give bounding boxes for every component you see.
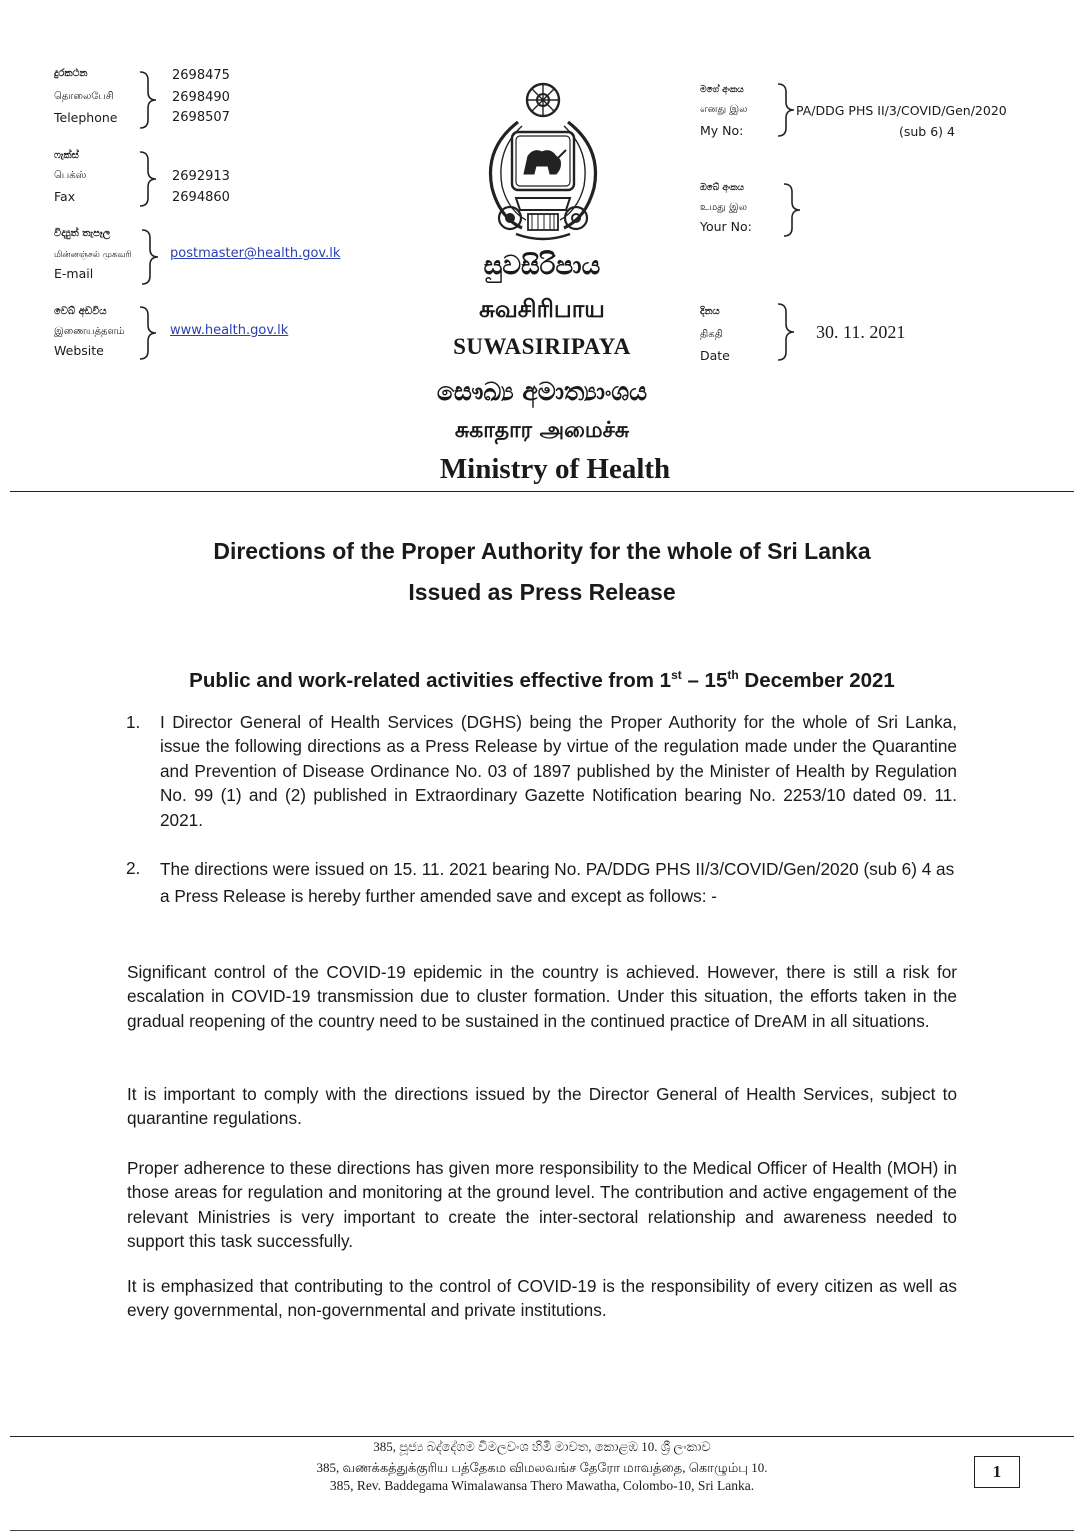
paragraph-2: It is important to comply with the directions issued by the Director General of Health Services, subject to quarantine regulations. xyxy=(127,1084,957,1129)
telephone-number-1: 2698475 xyxy=(172,68,230,83)
email-link[interactable]: postmaster@health.gov.lk xyxy=(170,246,341,261)
website-link[interactable]: www.health.gov.lk xyxy=(170,323,289,338)
your-no-label-en: Your No: xyxy=(700,219,752,234)
ministry-english: Ministry of Health xyxy=(439,453,671,485)
document-subtitle xyxy=(0,660,1084,696)
date-label-si: දිනය xyxy=(700,306,720,317)
website-label-ta: இணையத்தளம் xyxy=(54,326,125,337)
your-no-label-ta: உமது இல xyxy=(700,202,747,213)
page-number: 1 xyxy=(974,1456,1020,1488)
footer-address-ta: 385, வணக்கத்துக்குரிய பத்தேகம விமலவங்ச தேரோ மாவத்தை, கொழும்பு 10. xyxy=(316,1460,768,1475)
email-label-ta: மின்னஞ்சல் முகவரி xyxy=(54,250,132,260)
suwasiripaya-english: SUWASIRIPAYA xyxy=(453,334,631,359)
subtitle-text: Public and work-related activities effective from 1 xyxy=(189,668,672,692)
footer-divider xyxy=(10,1436,1074,1437)
page-bottom-rule xyxy=(10,1530,1074,1531)
website-label-en: Website xyxy=(54,343,104,358)
fax-label-en: Fax xyxy=(54,189,76,204)
your-no-label-si: ඔබේ අංකය xyxy=(700,183,744,193)
my-no-value: PA/DDG PHS II/3/COVID/Gen/2020 xyxy=(796,103,1007,118)
telephone-number-2: 2698490 xyxy=(172,90,230,105)
telephone-brace xyxy=(136,70,158,130)
my-no-value-sub: (sub 6) 4 xyxy=(899,124,955,139)
ministry-tamil: சுகாதார அமைச்சு xyxy=(454,418,630,443)
footer-address-si: 385, පූජ්‍ය බද්දේගම විමලවංශ හිමි මාවත, කොළඹ 10. ශ්‍රී ලංකාව xyxy=(373,1439,711,1454)
item-text-2: The directions were issued on 15. 11. 2021 bearing No. PA/DDG PHS II/3/COVID/Gen/2020 (sub 6) 4 as a Press Release is hereby further amended save and except as follows: - xyxy=(160,859,955,906)
website-label-si: වෙබ් අඩවිය xyxy=(54,306,107,317)
paragraph-1: Significant control of the COVID-19 epidemic in the country is achieved. However, there is still a risk for escalation in COVID-19 transmission due to cluster formation. Under this situation, the efforts taken in the gradual reopening of the country need to be sustained in the continued practice of DreAM in all situations. xyxy=(127,962,957,1031)
suwasiripaya-tamil: சுவசிரிபாய xyxy=(479,295,605,323)
fax-label-ta: பெக்ஸ் xyxy=(54,170,87,181)
date-label-ta: திகதி xyxy=(700,329,723,340)
paragraph-4: It is emphasized that contributing to the control of COVID-19 is the responsibility of every citizen as well as every governmental, non-governmental and private institutions. xyxy=(127,1276,957,1321)
date-value: 30. 11. 2021 xyxy=(816,322,906,342)
ministry-sinhala: සෞඛ්‍ය අමාත්‍යාංශය xyxy=(436,377,648,406)
subtitle-text-mid: – 15 xyxy=(681,668,728,692)
my-no-label-en: My No: xyxy=(700,123,744,138)
paragraph-3: Proper adherence to these directions has given more responsibility to the Medical Officer of Health (MOH) in those areas for regulation and monitoring at the ground level. The contribution and active engagement of the relevant Ministries is very important to create the inter-sectoral relationship and awareness needed to support this task successfully. xyxy=(127,1158,957,1252)
email-label-si: විද්‍යුත් තැපෑල xyxy=(54,228,111,239)
document-title-line-2: Issued as Press Release xyxy=(408,579,676,605)
item-number-1: 1. xyxy=(126,712,141,732)
date-label-en: Date xyxy=(700,348,730,363)
my-no-label-ta: எனது இல xyxy=(700,104,748,115)
my-no-label-si: මගේ අංකය xyxy=(700,85,744,95)
telephone-label-si: දුරකථන xyxy=(54,68,88,79)
fax-number-2: 2694860 xyxy=(172,190,230,205)
fax-number-1: 2692913 xyxy=(172,169,230,184)
date-brace xyxy=(774,302,798,362)
suwasiripaya-sinhala: සුවසිරිපාය xyxy=(483,251,601,281)
my-no-brace xyxy=(774,82,796,138)
subtitle-sup-st: st xyxy=(671,668,682,682)
footer-address-en: 385, Rev. Baddegama Wimalawansa Thero Mawatha, Colombo-10, Sri Lanka. xyxy=(329,1478,755,1493)
item-text-1: I Director General of Health Services (DGHS) being the Proper Authority for the whole of Sri Lanka, issue the following directions as a Press Release by virtue of the regulation made under the Quarantine and Prevention of Disease Ordinance No. 03 of 1897 published by the Minister of Health by Regulation No. 99 (1) and (2) published in Extraordinary Gazette Notification bearing No. 2253/10 dated 09. 11. 2021. xyxy=(160,712,957,830)
fax-brace xyxy=(136,150,158,208)
telephone-label-en: Telephone xyxy=(54,110,118,125)
subtitle-sup-th: th xyxy=(727,668,739,682)
fax-label-si: ෆැක්ස් xyxy=(54,150,79,161)
telephone-number-3: 2698507 xyxy=(172,110,230,125)
your-no-brace xyxy=(780,182,802,238)
subtitle-text-end: December 2021 xyxy=(738,668,895,692)
item-number-2: 2. xyxy=(126,858,141,878)
email-label-en: E-mail xyxy=(54,266,94,281)
telephone-label-ta: தொலைபேசி xyxy=(54,91,114,102)
sri-lanka-emblem-icon xyxy=(476,78,610,248)
header-divider xyxy=(10,491,1074,492)
document-title-line-1: Directions of the Proper Authority for the whole of Sri Lanka xyxy=(213,538,871,564)
